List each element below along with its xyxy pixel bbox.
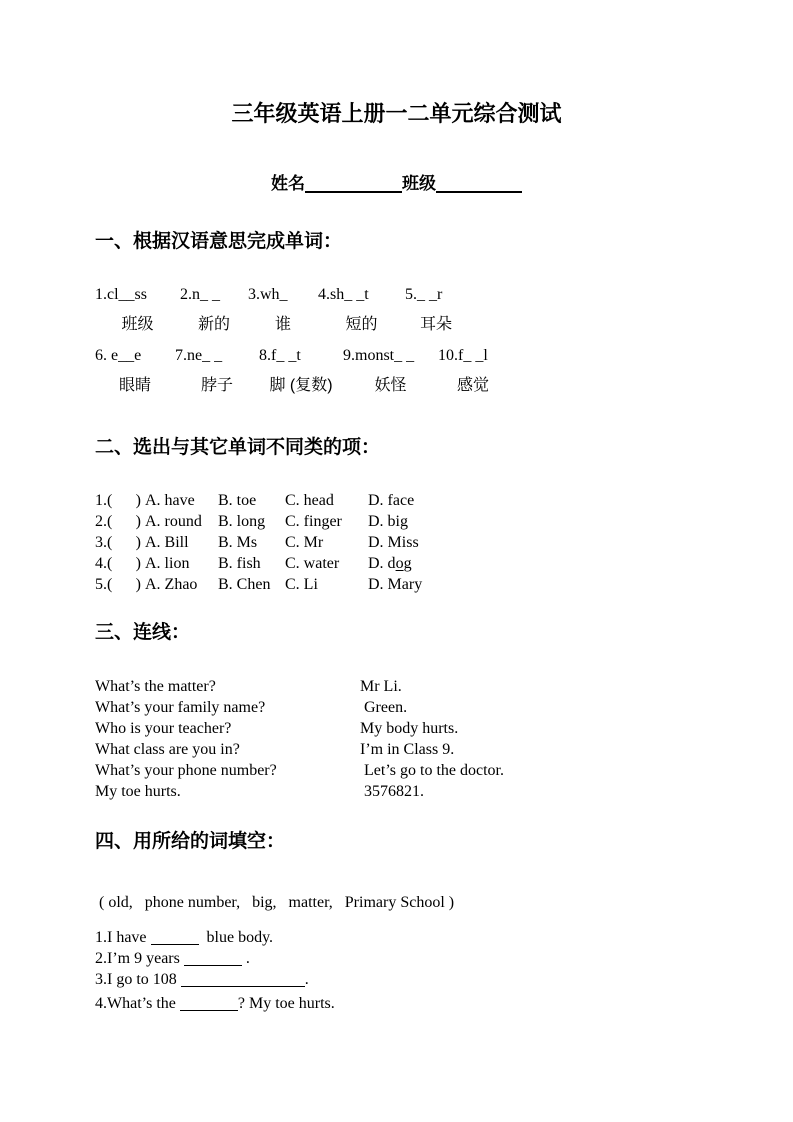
fill-item-prefix: 4.What’s the: [95, 995, 180, 1013]
option-b: B. toe: [218, 491, 257, 509]
odd-one-out-row: [95, 511, 738, 532]
odd-one-out-row: [95, 532, 738, 553]
match-question: What class are you in?: [95, 740, 240, 758]
fill-item-suffix: .: [304, 971, 309, 989]
option-c: C. finger: [285, 512, 342, 530]
fill-item-prefix: 1.I have: [95, 929, 151, 947]
fill-item: [95, 969, 738, 990]
match-question: My toe hurts.: [95, 782, 181, 800]
match-question: What’s your family name?: [95, 698, 266, 716]
section-1-row-2: [95, 345, 738, 396]
answer-blank: [181, 970, 305, 987]
odd-one-out-row: [95, 574, 738, 595]
word-meaning: 短的: [345, 316, 378, 334]
word-meaning: 脚 (复数): [269, 377, 333, 395]
fill-in-blank-list: [95, 927, 738, 1014]
option-c: C. head: [285, 491, 334, 509]
match-question: What’s the matter?: [95, 677, 216, 695]
answer-paren: ): [135, 533, 145, 551]
question-number: 4.(: [95, 554, 113, 572]
fill-item-suffix: blue body.: [198, 929, 274, 947]
match-question: Who is your teacher?: [95, 719, 232, 737]
option-a: A. have: [145, 491, 195, 509]
odd-one-out-row: [95, 490, 738, 511]
sections-container: [0, 230, 793, 1015]
question-number: 5.(: [95, 575, 113, 593]
word-meaning: 感觉: [456, 377, 489, 395]
word-meaning: 眼睛: [118, 377, 151, 395]
option-d: D. Miss: [368, 533, 419, 551]
option-a: A. lion: [145, 554, 190, 572]
option-a: A. Bill: [145, 533, 189, 551]
option-d: D. face: [368, 491, 415, 509]
section-1-row-1: [95, 284, 738, 335]
option-c: C. Mr: [285, 533, 324, 551]
class-label: 班级: [402, 173, 436, 193]
word-item: 9.monst_ _: [343, 347, 415, 365]
word-item: 5._ _r: [405, 286, 443, 304]
word-bank: ( old, phone number, big, matter, Primary School ): [95, 894, 455, 912]
question-number: 2.(: [95, 512, 113, 530]
fill-item: [95, 948, 738, 969]
matching-exercise: [95, 676, 738, 802]
word-meaning: 耳朵: [419, 316, 452, 334]
word-item: 4.sh_ _t: [318, 286, 369, 304]
option-d: [368, 553, 412, 574]
option-b: B. long: [218, 512, 266, 530]
question-number: 1.(: [95, 491, 113, 509]
word-item: 2.n_ _: [180, 286, 220, 304]
name-class-line: [0, 169, 793, 194]
odd-one-out-row: [95, 553, 738, 574]
page-title: 三年级英语上册一二单元综合测试: [231, 101, 562, 126]
option-d: D. big: [368, 512, 408, 530]
word-meaning: 谁: [274, 316, 291, 334]
word-item: 7.ne_ _: [175, 347, 223, 365]
section-2-heading: 二、选出与其它单词不同类的项：: [95, 437, 381, 459]
section-1-heading: 一、根据汉语意思完成单词：: [95, 230, 343, 252]
fill-item-suffix: .: [241, 950, 250, 968]
word-meaning: 脖子: [200, 377, 233, 395]
match-answer: 3576821.: [360, 782, 424, 800]
answer-blank: [184, 949, 242, 966]
answer-blank: [180, 994, 238, 1011]
section-3-heading: 三、连线：: [95, 621, 191, 643]
fill-item-suffix: ? My toe hurts.: [237, 995, 335, 1013]
word-meaning: 班级: [121, 316, 154, 334]
fill-item-prefix: 2.I’m 9 years: [95, 950, 184, 968]
match-answer: Let’s go to the doctor.: [360, 761, 504, 779]
answer-paren: ): [135, 491, 145, 509]
answer-paren: ): [135, 575, 145, 593]
match-answer: Green.: [360, 698, 408, 716]
option-c: C. water: [285, 554, 340, 572]
word-meaning: 新的: [197, 316, 230, 334]
option-c: C. Li: [285, 575, 318, 593]
option-d-underlined-letter: o: [395, 554, 404, 572]
option-d-prefix: D. d: [368, 554, 396, 572]
word-item: 6. e__e: [95, 347, 142, 365]
fill-item-prefix: 3.I go to 108: [95, 971, 181, 989]
fill-item: [95, 927, 738, 948]
question-number: 3.(: [95, 533, 113, 551]
option-b: B. fish: [218, 554, 261, 572]
fill-item: [95, 993, 738, 1014]
name-blank: [305, 174, 402, 193]
word-meaning: 妖怪: [374, 377, 407, 395]
word-item: 1.cl__ss: [95, 286, 147, 304]
answer-paren: ): [135, 554, 145, 572]
option-b: B. Chen: [218, 575, 271, 593]
option-b: B. Ms: [218, 533, 258, 551]
answer-paren: ): [135, 512, 145, 530]
word-item: 8.f_ _t: [259, 347, 301, 365]
match-answer: Mr Li.: [360, 677, 402, 695]
name-label: 姓名: [271, 173, 305, 193]
option-a: A. round: [145, 512, 202, 530]
word-item: 3.wh_: [248, 286, 288, 304]
section-4-heading: 四、用所给的词填空：: [95, 830, 286, 852]
match-answer: I’m in Class 9.: [360, 740, 455, 758]
option-a: A. Zhao: [145, 575, 198, 593]
match-answer: My body hurts.: [360, 719, 459, 737]
option-d-suffix: g: [403, 554, 412, 572]
match-question: What’s your phone number?: [95, 761, 277, 779]
answer-blank: [151, 928, 199, 945]
word-item: 10.f_ _l: [438, 347, 488, 365]
class-blank: [436, 174, 522, 193]
option-d: D. Mary: [368, 575, 423, 593]
odd-one-out-list: [95, 490, 738, 595]
